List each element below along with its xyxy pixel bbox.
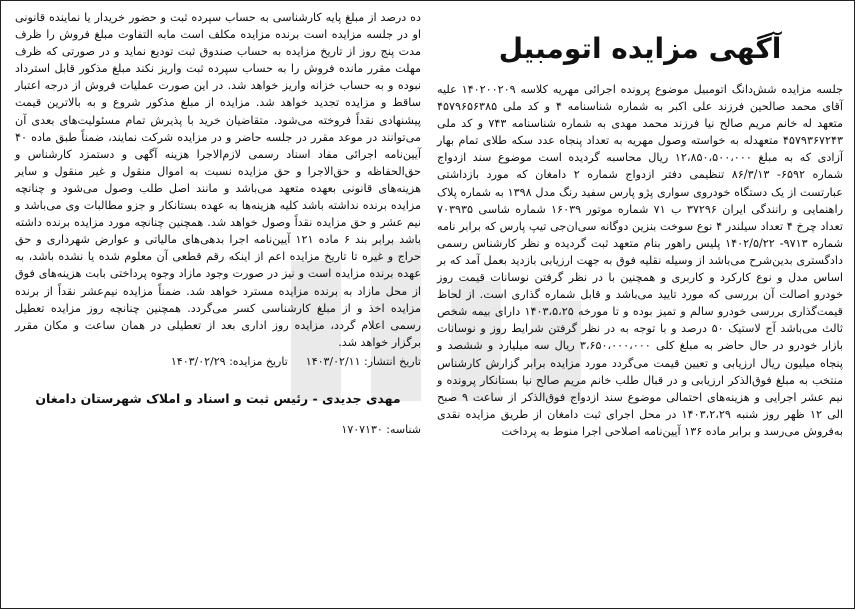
auction-date: ۱۴۰۳/۰۲/۲۹ bbox=[170, 354, 226, 368]
auction-date-group bbox=[171, 353, 288, 371]
signature: مهدی جدیدی - رئیس ثبت و اسناد و املاک شهرستان دامغان bbox=[35, 390, 401, 406]
dates-line bbox=[15, 353, 421, 371]
publish-date-group bbox=[306, 353, 421, 371]
notice-title: آگهی مزایده اتومبیل bbox=[498, 32, 782, 65]
publish-date: ۱۴۰۳/۰۲/۱۱ bbox=[305, 354, 361, 368]
identifier bbox=[15, 421, 421, 439]
notice-body-part-1: جلسه مزایده شش‌دانگ اتومبیل موضوع پرونده اجرائی مهریه کلاسه ۱۴۰۲۰۰۲۰۹ علیه آقای محمد صالحین فرزند علی اکبر به شماره شناسنامه ۴ و کد ملی ۴۵۷۹۶۵۶۳۸۵ متعهد له خانم مریم صالح نیا فرزند محمد مهدی به شماره شناسنامه ۷۴۳ و کد ملی ۴۵۷۹۳۶۷۲۴۳ متعهدله به خواسته وصول مهریه به تعداد پنجاه عدد سکه طلای تمام بهار آزادی که به مبلغ ۱۲،۸۵۰،۵۰۰،۰۰۰ ریال محاسبه گردیده است موضوع سند ازدواج شماره ۶۵۹۲- ۸۶/۳/۱۳ تنظیمی دفتر ازدواج شماره ۲ دامغان که مورد بازداشتی عبارتست از یک دستگاه خودروی سواری پژو پارس سفید رنگ مدل ۱۳۹۸ به شماره پلاک راهنمایی و رانندگی ایران ۳۷۲۹۶ ب ۷۱ شماره موتور ۱۶۰۳۹ شماره شاسی ۷۰۳۹۳۵ تعداد چرخ ۴ تعداد سیلندر ۴ نوع سوخت بنزین دوگانه سی‌ان‌جی تیپ پارس که برابر نامه شماره ۹۷۱۳- ۱۴۰۲/۵/۲۲ پلیس راهور بنام متعهد ثبت گردیده و نظر کارشناس رسمی دادگستری بدین‌شرح می‌باشد از وسیله نقلیه فوق به جهت ارزیابی بازدید بعمل آمد که بر اساس مدل و نوع کارکرد و کاربری و همچنین با در نظر گرفتن نوسانات قیمت روز خودرو اصالت آن بررسی که مورد تایید می‌باشد و قابل شماره گذاری است. از لحاظ قیمت‌گذاری بررسی خودرو سالم و تمیز بوده و تا مورخه ۱۴۰۳،۵،۲۵ دارای بیمه شخص ثالث می‌باشد آج لاستیک ۵۰ درصد و با توجه به در نظر گرفتن شرایط روز و نوسانات بازار خودرو در حال حاضر به مبلغ کلی ۳،۶۵۰،۰۰۰،۰۰۰ ریال سه میلیارد و ششصد و پنجاه میلیون ریال ارزیابی و تعیین قیمت می‌گردد مورد مزایده برابر گزارش کارشناس منتخب به مبلغ فوق‌الذکر ارزیابی و در قبال طلب خانم مریم صالح نیا بستانکار پرونده و نیم عشر اجرایی و هزینه‌های احتمالی موضوع سند ازدواج فوق‌الذکر از ساعت ۹ صبح الی ۱۲ ظهر روز شنبه ۱۴۰۳،۲،۲۹ در محل اجرای ثبت دامغان از طریق مزایده نقدی به‌فروش می‌رسد و برابر ماده ۱۳۶ آیین‌نامه اصلاحی اجرا منوط به پرداخت bbox=[437, 83, 844, 438]
right-column bbox=[433, 9, 847, 600]
auction-date-label: تاریخ مزایده: bbox=[229, 354, 288, 368]
identifier-value: ۱۷۰۷۱۳۰ bbox=[341, 422, 383, 436]
identifier-label: شناسه: bbox=[386, 422, 421, 436]
left-column bbox=[11, 9, 425, 600]
notice-body-part-2: ده درصد از مبلغ پایه کارشناسی به حساب سپرده ثبت و حضور خریدار یا نماینده قانونی او در جلسه مزایده است برنده مزایده مکلف است مابه التفاوت مبلغ فروش را ظرف مدت پنج روز از تاریخ مزایده به حساب صندوق ثبت تودیع نماید و در صورتی که ظرف مهلت مقرر مانده فروش را به حساب سپرده ثبت واریز نکند مبلغ مذکور قابل استرداد نبوده و به حساب خزانه واریز خواهد شد. در این صورت عملیات فروش از درجه اعتبار ساقط و مزایده تجدید خواهد شد. مزایده از مبلغ مذکور شروع و به بالاترین قیمت پیشنهادی نقداً فروخته می‌شود. متقاضیان خرید با پذیرش تمام مسئولیت‌های بعدی آن می‌توانند در موعد مقرر در جلسه حاضر و در مزایده شرکت نمایند، ضمناً طبق ماده ۴۰ آیین‌نامه اجرائی مفاد اسناد رسمی لازم‌الاجرا هزینه آگهی و دستمزد کارشناس و حق‌الحفاظه و حق‌الاجرا و حق مزایده نسبت به اموال منقول و غیر منقول و سایر هزینه‌های قانونی بعهده متعهد می‌باشد و مانند اصل طلب وصول می‌شود و چنانچه مزایده برنده نداشته باشد کلیه هزینه‌ها به عهده بستانکار و جزو مطالبات وی می‌باشد و نیم عشر و حق مزایده نقداً وصول خواهد شد. همچنین چنانچه مورد مزایده برنده داشته باشد برابر بند ۶ ماده ۱۲۱ آیین‌نامه اجرا بدهی‌های مالیاتی و عوارض شهرداری و حق حراج و غیره تا تاریخ مزایده اعم از اینکه رقم قطعی آن معلوم شده یا نشده باشد، به عهده برنده مزایده است و نیز در صورت وجود مازاد وجوه پرداختی بابت هزینه‌های فوق از محل مازاد به برنده مزایده مسترد خواهد شد. ضمناً مزایده نیم‌عشر نقداً از برنده مزایده اخذ و از مبلغ کارشناسی کسر می‌گردد. همچنین چنانچه روز مزایده تعطیل رسمی اعلام گردد، مزایده روز اداری بعد از تعطیلی در همان ساعت و مکان مقرر برگزار خواهد شد. bbox=[15, 11, 422, 349]
publish-date-label: تاریخ انتشار: bbox=[363, 354, 421, 368]
